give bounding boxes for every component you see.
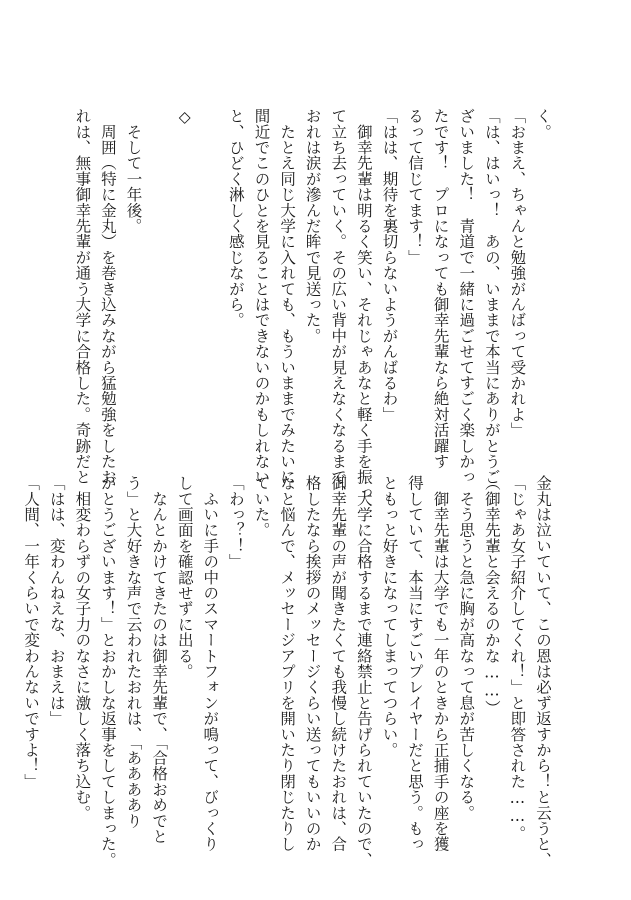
text-line: ざいました！ 青道で一緒に過ごせてすごく楽しかっ xyxy=(457,108,476,485)
text-line: そして一年後。 xyxy=(124,108,143,234)
text-line: う」と大好きな声で云われたおれは、「ああああり xyxy=(124,475,143,829)
lower-text-block xyxy=(18,475,555,868)
blank-line xyxy=(146,108,172,448)
text-line: 相変わらずの女子力のなさに激しく落ち込む。 xyxy=(73,475,92,821)
text-line: 御幸先輩は明るく笑い、それじゃあなと軽く手を振っ xyxy=(354,108,373,501)
text-line: 「はは、変わんねえな、おまえは」 xyxy=(47,475,66,727)
section-divider: ◇ xyxy=(175,108,194,127)
text-line: 大学に合格するまで連絡禁止と告げられていたので、 xyxy=(354,475,373,868)
text-line: ふいに手の中のスマートフォンが鳴って、びっくり xyxy=(201,475,220,852)
text-line: して画面を確認せずに出る。 xyxy=(175,475,194,680)
text-line: なと悩んで、メッセージアプリを開いたり閉じたりし xyxy=(278,475,297,852)
text-line: 御幸先輩の声が聞きたくても我慢し続けたおれは、合 xyxy=(329,475,348,852)
text-line: （御幸先輩と会えるのかな……） xyxy=(482,475,501,716)
blank-line xyxy=(197,108,223,448)
text-line: るって信じてます！」 xyxy=(406,108,425,265)
upper-text-block xyxy=(69,108,555,501)
text-line: と、ひどく淋しく感じながら。 xyxy=(226,108,245,328)
text-line: て立ち去っていく。その広い背中が見えなくなるまで、 xyxy=(329,108,348,501)
text-line: 「人間、一年くらいで変わんないですよ！」 xyxy=(22,475,41,789)
text-line: 周囲（特に金丸）を巻き込みながら猛勉強をしたお xyxy=(98,108,117,485)
text-line: く。 xyxy=(534,108,552,140)
text-line: 「は、はいっ！ あの、いままで本当にありがとうご xyxy=(482,108,501,485)
text-line: そう思うと急に胸が高なって息が苦しくなる。 xyxy=(457,475,476,821)
text-line: たです！ プロになっても御幸先輩なら絶対活躍す xyxy=(431,108,450,470)
text-line: 「はは、期待を裏切らないようがんばるわ」 xyxy=(380,108,399,422)
text-line: ていた。 xyxy=(252,475,271,538)
text-line: 間近でこのひとを見ることはできないのかもしれない xyxy=(252,108,271,485)
text-line: なんとかけてきたのは御幸先輩で、「合格おめでと xyxy=(150,475,169,845)
text-line: たとえ同じ大学に入れても、もういままでみたいに xyxy=(278,108,297,485)
text-line: 御幸先輩は大学でも一年のときから正捕手の座を獲 xyxy=(431,475,450,852)
text-line: おれは涙が滲んだ眸で見送った。 xyxy=(303,108,322,344)
text-line: れは、無事御幸先輩が通う大学に合格した。奇跡だと xyxy=(73,108,92,485)
text-line: 「わっ？！」 xyxy=(226,475,245,570)
text-line: ともっと好きになってしまってつらい。 xyxy=(380,475,399,758)
text-line: 「じゃあ女子紹介してくれ！」と即答された……。 xyxy=(508,475,527,842)
text-line: 金丸は泣いていて、この恩は必ず返すから！と云うと、 xyxy=(534,475,552,868)
text-line: がとうございます！」とおかしな返事をしてしまった。 xyxy=(98,475,117,868)
text-line: 得していて、本当にすごいプレイヤーだと思う。もっ xyxy=(406,475,425,852)
text-line: 「おまえ、ちゃんと勉強がんばって受かれよ」 xyxy=(508,108,527,438)
text-line: 格したなら挨拶のメッセージくらい送ってもいいのか xyxy=(303,475,322,852)
